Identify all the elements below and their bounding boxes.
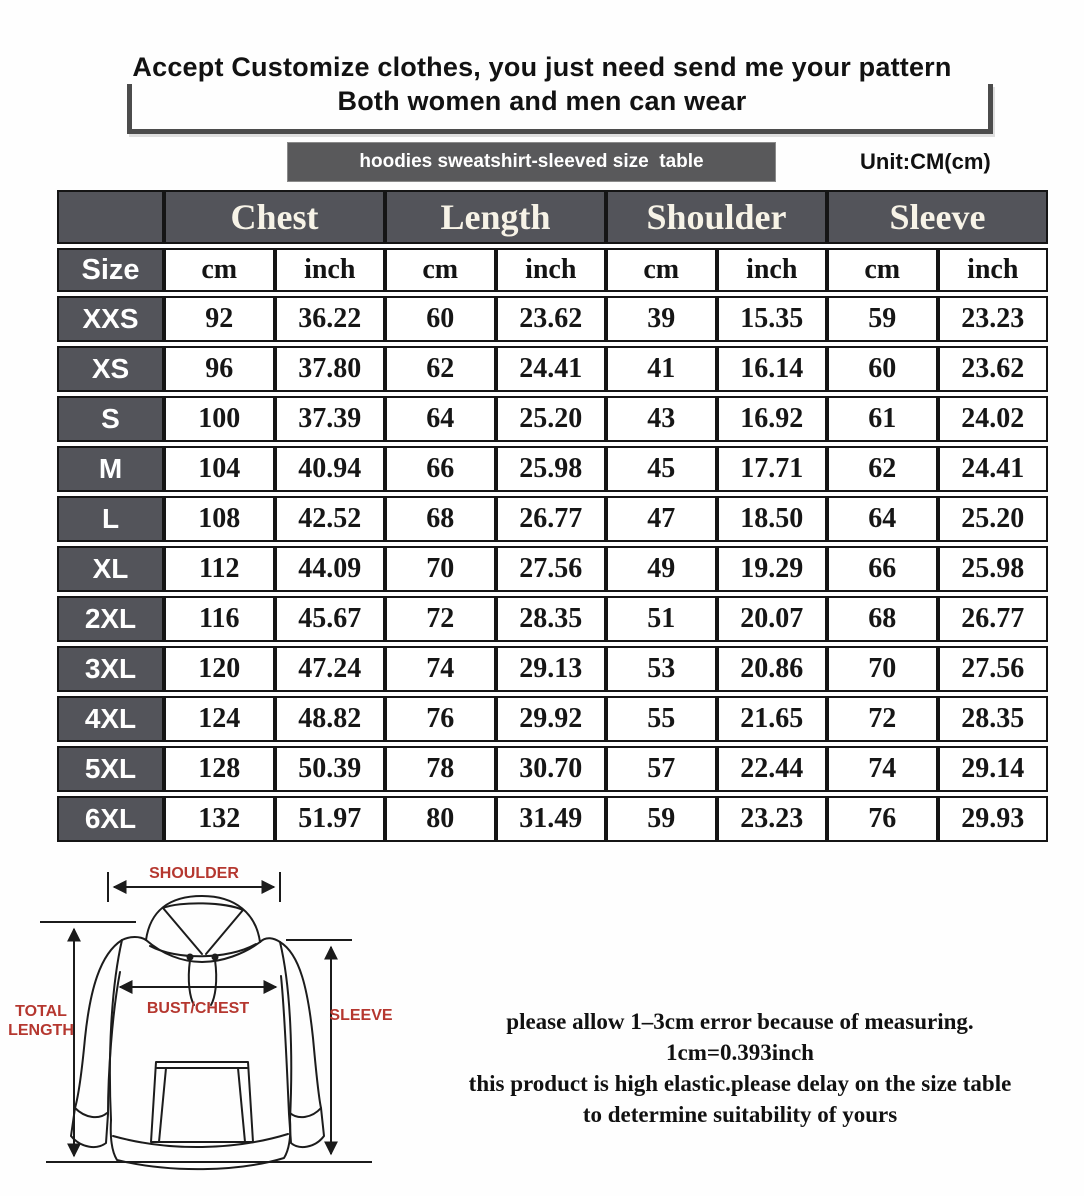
chest-inch-header: inch — [275, 248, 386, 292]
sleeve-inch-value: 23.23 — [938, 296, 1049, 342]
chest-inch-value: 40.94 — [275, 446, 386, 492]
shoulder-cm-value: 49 — [606, 546, 717, 592]
shoulder-inch-value: 20.86 — [717, 646, 828, 692]
shoulder-inch-value: 18.50 — [717, 496, 828, 542]
chest-inch-value: 45.67 — [275, 596, 386, 642]
shoulder-cm-value: 41 — [606, 346, 717, 392]
title-line-1: Accept Customize clothes, you just need send me your pattern — [132, 52, 952, 82]
shoulder-inch-header: inch — [717, 248, 828, 292]
size-label: XS — [57, 346, 164, 392]
sleeve-inch-value: 24.41 — [938, 446, 1049, 492]
group-header-sleeve: Sleeve — [827, 190, 1048, 244]
length-inch-value: 31.49 — [496, 796, 607, 842]
sleeve-cm-header: cm — [827, 248, 938, 292]
chest-cm-value: 116 — [164, 596, 275, 642]
sleeve-inch-value: 25.20 — [938, 496, 1049, 542]
sleeve-cm-value: 64 — [827, 496, 938, 542]
chest-cm-header: cm — [164, 248, 275, 292]
size-table-wrap — [57, 186, 1048, 846]
unit-label: Unit:CM(cm) — [860, 149, 991, 174]
sleeve-cm-value: 70 — [827, 646, 938, 692]
shoulder-inch-value: 17.71 — [717, 446, 828, 492]
shoulder-inch-value: 15.35 — [717, 296, 828, 342]
note-line: 1cm=0.393inch — [666, 1040, 814, 1065]
table-row — [57, 746, 1048, 792]
sleeve-cm-value: 74 — [827, 746, 938, 792]
length-inch-value: 29.92 — [496, 696, 607, 742]
length-cm-value: 72 — [385, 596, 496, 642]
table-row — [57, 446, 1048, 492]
table-row — [57, 646, 1048, 692]
length-inch-value: 25.98 — [496, 446, 607, 492]
note-line: please allow 1–3cm error because of measuring. — [506, 1009, 974, 1034]
shoulder-cm-value: 39 — [606, 296, 717, 342]
table-row — [57, 496, 1048, 542]
length-cm-value: 80 — [385, 796, 496, 842]
size-label: S — [57, 396, 164, 442]
size-label: 5XL — [57, 746, 164, 792]
table-row — [57, 396, 1048, 442]
sub-header-row — [57, 248, 1048, 292]
length-cm-value: 66 — [385, 446, 496, 492]
sleeve-cm-value: 60 — [827, 346, 938, 392]
chest-cm-value: 104 — [164, 446, 275, 492]
size-label: XL — [57, 546, 164, 592]
title-block — [0, 50, 1084, 118]
chest-cm-value: 124 — [164, 696, 275, 742]
note-line: this product is high elastic.please delay on the size table — [468, 1071, 1012, 1096]
length-cm-header: cm — [385, 248, 496, 292]
length-inch-value: 25.20 — [496, 396, 607, 442]
sleeve-inch-value: 29.14 — [938, 746, 1049, 792]
chest-inch-value: 37.80 — [275, 346, 386, 392]
length-inch-value: 29.13 — [496, 646, 607, 692]
sleeve-inch-value: 25.98 — [938, 546, 1049, 592]
length-cm-value: 62 — [385, 346, 496, 392]
chest-inch-value: 51.97 — [275, 796, 386, 842]
chest-cm-value: 108 — [164, 496, 275, 542]
size-table-body — [57, 296, 1048, 842]
sleeve-inch-value: 28.35 — [938, 696, 1049, 742]
size-label: L — [57, 496, 164, 542]
sleeve-inch-header: inch — [938, 248, 1049, 292]
sleeve-cm-value: 59 — [827, 296, 938, 342]
table-row — [57, 546, 1048, 592]
group-header-shoulder: Shoulder — [606, 190, 827, 244]
size-label: 3XL — [57, 646, 164, 692]
chest-cm-value: 132 — [164, 796, 275, 842]
total-length-label-bottom: LENGTH — [8, 1022, 74, 1039]
shoulder-cm-value: 55 — [606, 696, 717, 742]
shoulder-cm-value: 51 — [606, 596, 717, 642]
note-line: to determine suitability of yours — [582, 1102, 898, 1127]
chest-inch-value: 47.24 — [275, 646, 386, 692]
chest-cm-value: 128 — [164, 746, 275, 792]
chest-inch-value: 36.22 — [275, 296, 386, 342]
length-inch-header: inch — [496, 248, 607, 292]
length-inch-value: 26.77 — [496, 496, 607, 542]
group-header-length: Length — [385, 190, 606, 244]
notes-block — [400, 1006, 1080, 1130]
shoulder-cm-value: 57 — [606, 746, 717, 792]
chest-inch-value: 37.39 — [275, 396, 386, 442]
table-row — [57, 596, 1048, 642]
size-label: 4XL — [57, 696, 164, 742]
table-row — [57, 346, 1048, 392]
table-row — [57, 796, 1048, 842]
size-table-banner: hoodies sweatshirt-sleeved size table — [288, 143, 775, 181]
shoulder-inch-value: 16.14 — [717, 346, 828, 392]
sleeve-cm-value: 68 — [827, 596, 938, 642]
hoodie-measurement-diagram — [0, 856, 430, 1196]
shoulder-cm-header: cm — [606, 248, 717, 292]
shoulder-cm-value: 47 — [606, 496, 717, 542]
sleeve-cm-value: 72 — [827, 696, 938, 742]
chest-cm-value: 100 — [164, 396, 275, 442]
size-table — [57, 186, 1048, 846]
chest-inch-value: 48.82 — [275, 696, 386, 742]
length-inch-value: 23.62 — [496, 296, 607, 342]
length-inch-value: 28.35 — [496, 596, 607, 642]
group-header-chest: Chest — [164, 190, 385, 244]
sleeve-inch-value: 26.77 — [938, 596, 1049, 642]
shoulder-inch-value: 20.07 — [717, 596, 828, 642]
shoulder-inch-value: 23.23 — [717, 796, 828, 842]
table-row — [57, 296, 1048, 342]
shoulder-label: SHOULDER — [149, 865, 239, 882]
size-label: 6XL — [57, 796, 164, 842]
hoodie-drawing — [71, 896, 324, 1169]
shoulder-inch-value: 21.65 — [717, 696, 828, 742]
chest-cm-value: 112 — [164, 546, 275, 592]
sleeve-inch-value: 23.62 — [938, 346, 1049, 392]
table-row — [57, 696, 1048, 742]
length-cm-value: 74 — [385, 646, 496, 692]
sleeve-cm-value: 76 — [827, 796, 938, 842]
sleeve-label: SLEEVE — [329, 1007, 393, 1024]
chest-inch-value: 42.52 — [275, 496, 386, 542]
length-cm-value: 78 — [385, 746, 496, 792]
length-inch-value: 24.41 — [496, 346, 607, 392]
chest-cm-value: 120 — [164, 646, 275, 692]
shoulder-inch-value: 22.44 — [717, 746, 828, 792]
size-label: XXS — [57, 296, 164, 342]
shoulder-cm-value: 45 — [606, 446, 717, 492]
length-cm-value: 64 — [385, 396, 496, 442]
shoulder-cm-value: 59 — [606, 796, 717, 842]
sleeve-inch-value: 27.56 — [938, 646, 1049, 692]
length-cm-value: 70 — [385, 546, 496, 592]
shoulder-inch-value: 16.92 — [717, 396, 828, 442]
chest-cm-value: 92 — [164, 296, 275, 342]
length-cm-value: 60 — [385, 296, 496, 342]
bust-chest-label: BUST/CHEST — [146, 1000, 250, 1017]
sleeve-cm-value: 66 — [827, 546, 938, 592]
sleeve-inch-value: 24.02 — [938, 396, 1049, 442]
sleeve-inch-value: 29.93 — [938, 796, 1049, 842]
group-header-row — [57, 190, 1048, 244]
total-length-label-top: TOTAL — [15, 1003, 67, 1020]
chest-inch-value: 50.39 — [275, 746, 386, 792]
length-cm-value: 68 — [385, 496, 496, 542]
length-inch-value: 30.70 — [496, 746, 607, 792]
shoulder-cm-value: 53 — [606, 646, 717, 692]
length-cm-value: 76 — [385, 696, 496, 742]
size-label: 2XL — [57, 596, 164, 642]
sleeve-cm-value: 62 — [827, 446, 938, 492]
shoulder-cm-value: 43 — [606, 396, 717, 442]
chest-cm-value: 96 — [164, 346, 275, 392]
chest-inch-value: 44.09 — [275, 546, 386, 592]
shoulder-inch-value: 19.29 — [717, 546, 828, 592]
corner-cell — [57, 190, 164, 244]
sleeve-cm-value: 61 — [827, 396, 938, 442]
size-column-header: Size — [57, 248, 164, 292]
size-label: M — [57, 446, 164, 492]
length-inch-value: 27.56 — [496, 546, 607, 592]
title-line-2: Both women and men can wear — [337, 86, 747, 116]
